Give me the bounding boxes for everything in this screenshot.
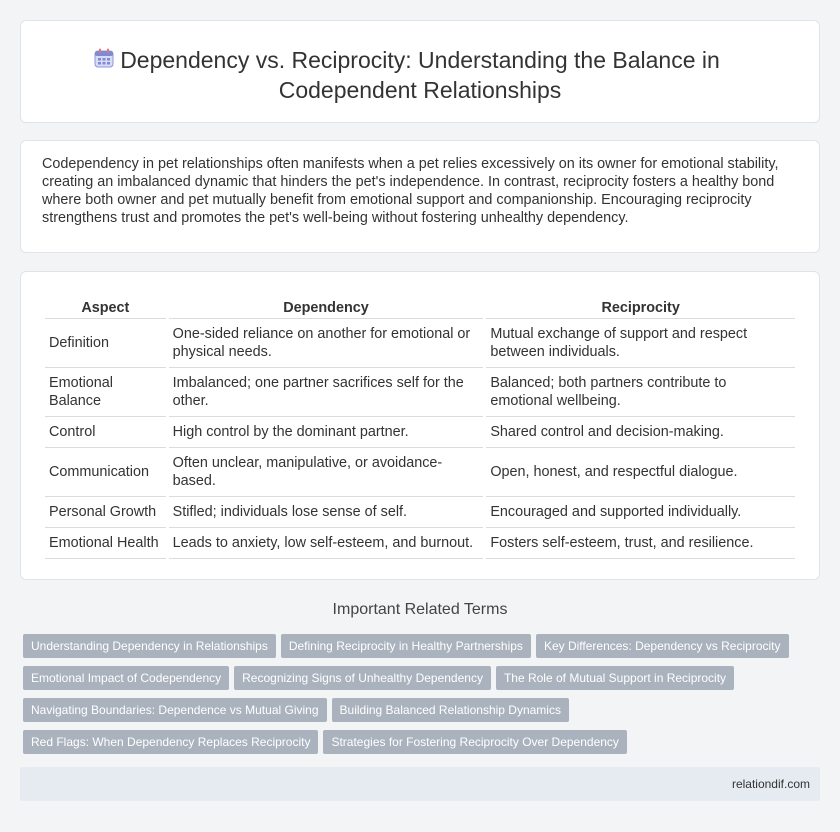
- comparison-card: [20, 271, 820, 580]
- intro-card: [20, 140, 820, 253]
- reciprocity-cell: Balanced; both partners contribute to emotional wellbeing.: [486, 368, 795, 417]
- related-term-tag[interactable]: Defining Reciprocity in Healthy Partnerships: [281, 634, 531, 658]
- dependency-cell: Imbalanced; one partner sacrifices self for the other.: [169, 368, 484, 417]
- related-term-tag[interactable]: Strategies for Fostering Reciprocity Over Dependency: [323, 730, 626, 754]
- header-aspect: Aspect: [45, 297, 166, 319]
- title-card: [20, 20, 820, 123]
- table-row: [45, 368, 795, 417]
- table-header-row: [45, 297, 795, 319]
- header-dependency: Dependency: [169, 297, 484, 319]
- aspect-cell: Personal Growth: [45, 497, 166, 528]
- related-term-tag[interactable]: Navigating Boundaries: Dependence vs Mutual Giving: [23, 698, 327, 722]
- aspect-cell: Definition: [45, 319, 166, 368]
- intro-text: Codependency in pet relationships often manifests when a pet relies excessively on its owner for emotional stability, creating an imbalanced dynamic that hinders the pet's independence. In contrast, reciprocity fosters a healthy bond where both owner and pet mutually benefit from emotional support and companionship. Encouraging reciprocity strengthens trust and promotes the pet's well-being without fostering unhealthy dependency.: [42, 156, 779, 226]
- reciprocity-cell: Mutual exchange of support and respect between individuals.: [486, 319, 795, 368]
- table-row: [45, 528, 795, 559]
- aspect-cell: Emotional Health: [45, 528, 166, 559]
- related-term-tag[interactable]: Understanding Dependency in Relationships: [23, 634, 276, 658]
- related-term-tag[interactable]: The Role of Mutual Support in Reciprocity: [496, 666, 734, 690]
- reciprocity-cell: Fosters self-esteem, trust, and resilience.: [486, 528, 795, 559]
- reciprocity-cell: Shared control and decision-making.: [486, 417, 795, 448]
- aspect-cell: Emotional Balance: [45, 368, 166, 417]
- dependency-cell: High control by the dominant partner.: [169, 417, 484, 448]
- related-term-tag[interactable]: Red Flags: When Dependency Replaces Reciprocity: [23, 730, 318, 754]
- related-term-tag[interactable]: Recognizing Signs of Unhealthy Dependency: [234, 666, 491, 690]
- related-term-tag[interactable]: Emotional Impact of Codependency: [23, 666, 229, 690]
- dependency-cell: Often unclear, manipulative, or avoidance-based.: [169, 448, 484, 497]
- dependency-cell: One-sided reliance on another for emotional or physical needs.: [169, 319, 484, 368]
- related-term-tag[interactable]: Key Differences: Dependency vs Reciprocity: [536, 634, 789, 658]
- aspect-cell: Control: [45, 417, 166, 448]
- table-row: [45, 497, 795, 528]
- dependency-cell: Stifled; individuals lose sense of self.: [169, 497, 484, 528]
- footer: [20, 767, 820, 801]
- dependency-cell: Leads to anxiety, low self-esteem, and burnout.: [169, 528, 484, 559]
- related-terms-heading: Important Related Terms: [332, 601, 508, 618]
- related-term-tag[interactable]: Building Balanced Relationship Dynamics: [332, 698, 569, 722]
- reciprocity-cell: Open, honest, and respectful dialogue.: [486, 448, 795, 497]
- table-row: [45, 448, 795, 497]
- table-row: [45, 417, 795, 448]
- related-terms-list: [23, 634, 803, 762]
- aspect-cell: Communication: [45, 448, 166, 497]
- header-reciprocity: Reciprocity: [486, 297, 795, 319]
- comparison-table: [42, 297, 798, 559]
- footer-site-link[interactable]: relationdif.com: [731, 777, 810, 791]
- reciprocity-cell: Encouraged and supported individually.: [486, 497, 795, 528]
- table-row: [45, 319, 795, 368]
- page-title: Dependency vs. Reciprocity: Understanding the Balance in Codependent Relationships: [120, 47, 720, 103]
